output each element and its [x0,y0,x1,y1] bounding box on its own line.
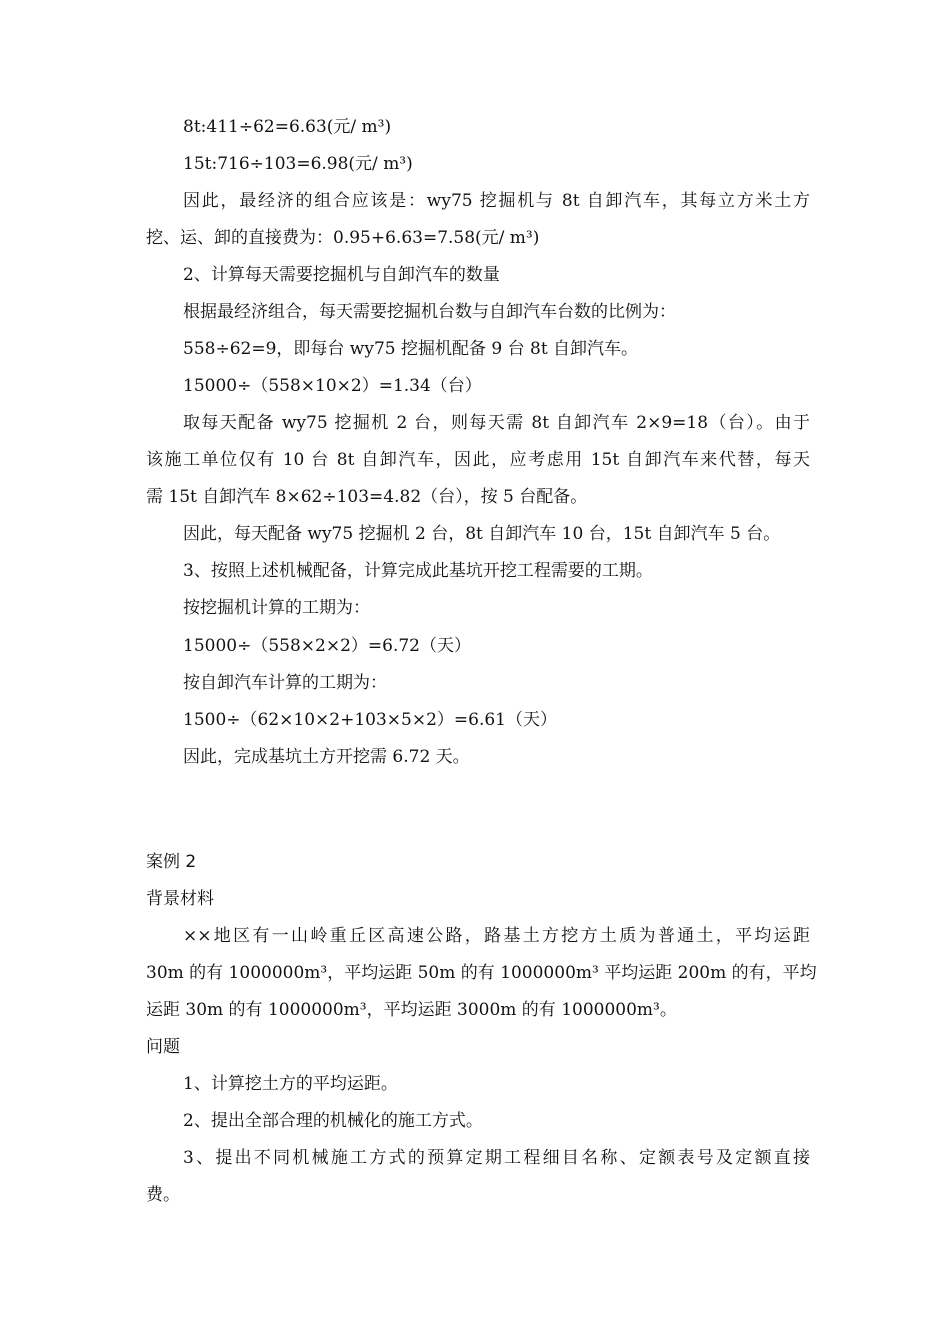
text-line: 558÷62=9，即每台 wy75 挖掘机配备 9 台 8t 自卸汽车。 [183,339,639,359]
text-line: 15t:716÷103=6.98(元/ m³) [183,154,413,174]
text-line: 需 15t 自卸汽车 8×62÷103=4.82（台），按 5 台配备。 [146,487,588,507]
text-line: 运距 30m 的有 1000000m³，平均运距 3000m 的有 1000000m³。 [146,1000,677,1020]
text-line: 30m 的有 1000000m³，平均运距 50m 的有 1000000m³ 平均运距 200m 的有，平均 [146,963,817,983]
questions-heading: 问题 [146,1037,180,1057]
text-line: 8t:411÷62=6.63(元/ m³) [183,117,392,137]
question-item: 1、计算挖土方的平均运距。 [183,1074,398,1094]
text-line: 因此，每天配备 wy75 挖掘机 2 台，8t 自卸汽车 10 台，15t 自卸汽车 5 台。 [183,524,781,544]
formula-line: 1500÷（62×10×2+103×5×2）=6.61（天） [183,710,557,730]
text-line: 根据最经济组合，每天需要挖掘机台数与自卸汽车台数的比例为： [183,302,676,322]
text-line: 按挖掘机计算的工期为： [183,598,370,618]
text-line: 该施工单位仅有 10 台 8t 自卸汽车，因此，应考虑用 15t 自卸汽车来代替，每天 [146,450,810,470]
background-heading: 背景材料 [146,889,214,909]
section-heading: 2、计算每天需要挖掘机与自卸汽车的数量 [183,265,500,285]
question-item: 3、提出不同机械施工方式的预算定期工程细目名称、定额表号及定额直接 [183,1148,810,1168]
text-line: 挖、运、卸的直接费为：0.95+6.63=7.58(元/ m³) [146,228,540,248]
text-line: 因此，完成基坑土方开挖需 6.72 天。 [183,747,470,767]
text-line: 取每天配备 wy75 挖掘机 2 台，则每天需 8t 自卸汽车 2×9=18（台）。由于 [183,413,810,433]
case-title: 案例 2 [146,852,197,872]
text-line: 费。 [146,1185,180,1205]
text-line: 按自卸汽车计算的工期为： [183,673,387,693]
formula-line: 15000÷（558×10×2）=1.34（台） [183,376,482,396]
question-item: 2、提出全部合理的机械化的施工方式。 [183,1111,483,1131]
section-heading: 3、按照上述机械配备，计算完成此基坑开挖工程需要的工期。 [183,561,653,581]
formula-line: 15000÷（558×2×2）=6.72（天） [183,636,471,656]
text-line: 因此，最经济的组合应该是：wy75 挖掘机与 8t 自卸汽车，其每立方米土方 [183,191,810,211]
text-line: ××地区有一山岭重丘区高速公路，路基土方挖方土质为普通土，平均运距 [183,926,810,946]
